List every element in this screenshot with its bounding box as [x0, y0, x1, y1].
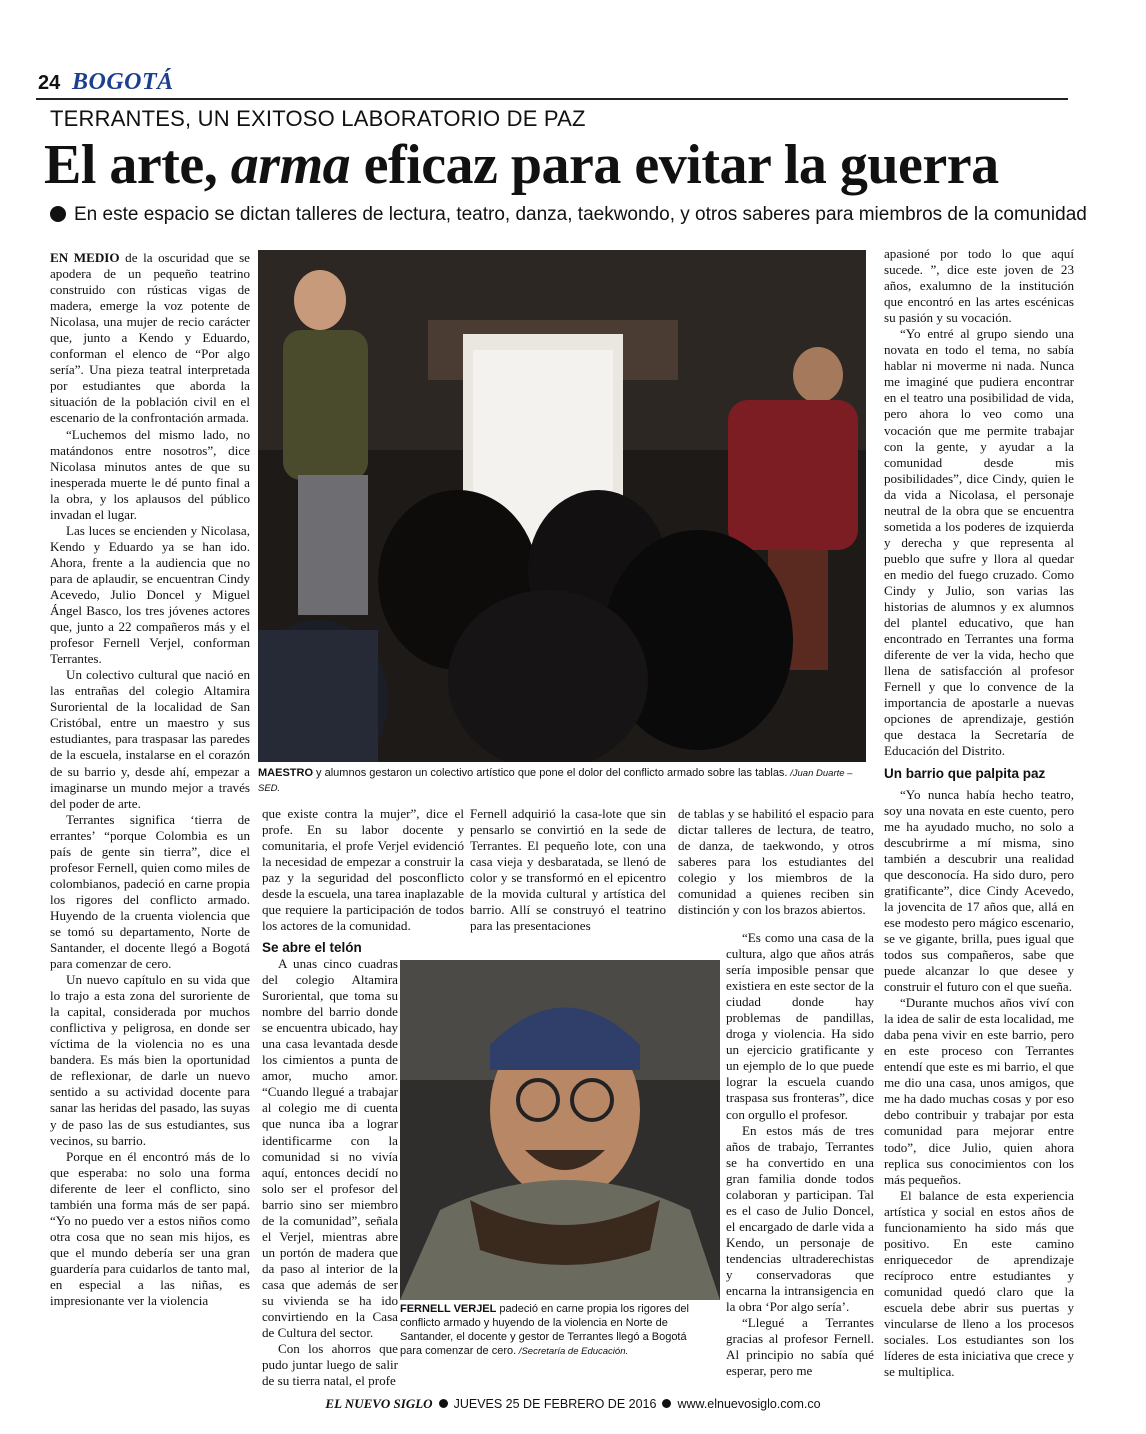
- column-2-top: [262, 806, 464, 956]
- paragraph: En estos más de tres años de trabajo, Terrantes se ha convertido en una gran familia donde todos colaboran y participan. Tal es el caso de Julio Doncel, el encargado de darle vida a Kendo, un personaje de tendencias ultraderechistas y conservadoras que encarna la intransigencia en la obra ‘Por algo sería’.: [726, 1122, 874, 1315]
- caption-text: y alumnos gestaron un colectivo artístico que pone el dolor del conflicto armado sobre las tablas.: [313, 767, 788, 779]
- lead-text: de la oscuridad que se apodera de un pequeño teatrino construido con rústicas vigas de madera, emerge la voz potente de Nicolasa, una mujer de recio carácter que, junto a Kendo y Eduardo, conforman el elenco de “Por algo sería”. Una pieza teatral interpretada por estudiantes que aborda la situación de la población civil en el escenario de la confrontación armada.: [50, 250, 250, 426]
- paragraph: Las luces se encienden y Nicolasa, Kendo y Eduardo ya se han ido. Ahora, frente a la audiencia que no para de aplaudir, se encuentran Cindy Acevedo, Julio Doncel y Miguel Ángel Basco, los tres jóvenes actores que, junto a 22 compañeros más y el profesor Fernell Verjel, conforman Terrantes.: [50, 522, 250, 667]
- column-3-top: [470, 806, 666, 956]
- bullet-dot-icon: [50, 206, 66, 222]
- headline-emphasis: arma: [230, 134, 351, 196]
- paragraph: El balance de esta experiencia artística y social en estos años de funcionamiento ha sido más que positivo. En este camino enriquecedor de aprendizaje recíproco entre estudiantes y comunidad quedó claro que la escuela debe abrir sus puertas y vincularse de lleno a los procesos sociales. Los estudiantes son los líderes de esta iniciativa que crece y se multiplica.: [884, 1187, 1074, 1380]
- column-2-bottom: [262, 956, 398, 1389]
- caption-lead: MAESTRO: [258, 767, 313, 779]
- paragraph: Un nuevo capítulo en su vida que lo trajo a esta zona del suroriente de la capital, considerada por muchos conflictiva y peligrosa, en donde ser víctima de la violencia no es una bandera. Es más bien la oportunidad de reflexionar, de darle un nuevo sentido a su actividad docente para sanar las heridas del pasado, las suyas y de paso las de sus estudiantes, sus vecinos, su barrio.: [50, 972, 250, 1148]
- paragraph: “Llegué a Terrantes gracias al profesor Fernell. Al principio no sabía qué esperar, pero me: [726, 1315, 874, 1379]
- column-1: [50, 250, 250, 1370]
- footer: [0, 1396, 1146, 1412]
- portrait-caption: [400, 1302, 690, 1359]
- lead-paragraph: [50, 250, 250, 427]
- paragraph: Porque en él encontró más de lo que esperaba: no solo una forma diferente de leer el conflicto, sino también una forma más de ser papá. “Yo no puedo ver a estos niños como otra cosa que no sean mis hijos, es que el mundo debería ser una gran guardería para cuidarlos de tanto mal, en especial a las niñas, es impresionante ver la violencia: [50, 1148, 250, 1309]
- main-photo-caption: [258, 766, 870, 796]
- bullet-dot-icon: [439, 1399, 448, 1408]
- paragraph: “Yo nunca había hecho teatro, soy una novata en este cuento, pero me ha ayudado mucho, no solo a descubrirme a mí misma, sino también a descubrir una realidad que desconocía. Ha sido duro, pero gratificante”, dice Cindy Acevedo, la jovencita de 17 años que, allá en ese modesto pero mágico escenario, se ve gigante, brilla, pues igual que todos sus compañeros, sabe que puede alcanzar lo que desee y construir el futuro con el que sueña.: [884, 786, 1074, 995]
- column-4-top: [678, 806, 874, 926]
- paragraph: Un colectivo cultural que nació en las entrañas del colegio Altamira Suroriental de la localidad de San Cristóbal, entre un maestro y sus estudiantes, para traspasar las paredes de la escuela, instalarse en el corazón de su barrio y, desde ahí, empezar a imaginarse un mundo mejor a través del poder de arte.: [50, 667, 250, 811]
- paragraph: Fernell adquirió la casa-lote que sin pensarlo se convirtió en la sede de Terrantes. El pequeño lote, con una casa vieja y desbaratada, se llenó de color y se transformó en el epicentro de la movida cultural y artística del barrio. Allí se construyó el teatrino para las presentaciones: [470, 806, 666, 934]
- subtitle-se-abre-el-telon: Se abre el telón: [262, 940, 362, 956]
- theater-scene-image: [258, 250, 866, 762]
- paragraph: “Luchemos del mismo lado, no matándonos entre nosotros”, dice Nicolasa minutos antes de que su inesperada muerte le dé punto final a la obra, y los aplausos del público invadan el lugar.: [50, 426, 250, 522]
- caption-text: padeció en carne propia los rigores del conflicto armado y huyendo de la violencia en Norte de Santander, el docente y gestor de Terrantes llegó a Bogotá para comenzar de cero.: [400, 1303, 689, 1357]
- paragraph: “Yo entré al grupo siendo una novata en todo el tema, no sabía hablar ni moverme ni nada. Nunca me imaginé que pudiera encontrar en el teatro una posibilidad de vida, pero ahora lo veo como una vocación que me permite trabajar con la gente, y ayudar a la comunidad desde mis posibilidades”, dice Cindy, quien le da vida a Nicolasa, el personaje neutral de la obra que se encuentra sometida a los poderes de izquierda y derecha y que representa al pueblo que sufre y llora al quedar en medio del fuego cruzado. Como Cindy y Julio, son varias las historias de alumnos y ex alumnos del plantel educativo, que han encontrado en Terrantes una forma diferente de ver la vida, hecho que llena de satisfacción al profesor Fernell y que lo convence de la importancia de apostarle a nuevas opciones de aprendizaje, gestión que destaca la Secretaría de Educación del Distrito.: [884, 326, 1074, 759]
- subhead: [50, 204, 1087, 226]
- newspaper-logo: EL NUEVO SIGLO: [325, 1396, 433, 1411]
- headline-part-2: eficaz para evitar la guerra: [350, 134, 999, 196]
- paragraph: A unas cinco cuadras del colegio Altamira Suroriental, que toma su nombre del barrio donde se encuentra ubicado, hay una casa levantada desde los cimientos a punta de amor, mucho amor. “Cuando llegué a trabajar al colegio me di cuenta que nunca iba a lograr identificarme con la comunidad si no vivía aquí, entonces decidí no solo ser el profesor del barrio sino ser miembro de la comunidad”, señala el Verjel, mientras abre un portón de madera que da paso al interior de la casa que además de ser su vivienda se ha ido convirtiendo en la Casa de Cultura del sector.: [262, 956, 398, 1341]
- lead-caps: EN MEDIO: [50, 250, 120, 265]
- headline: [44, 133, 999, 197]
- photo-credit: /Juan Duarte – SED.: [258, 768, 853, 794]
- paragraph: que existe contra la mujer”, dice el profe. En su labor docente y comunitaria, el profe Verjel evidenció la necesidad de empezar a construir la paz y la seguridad del posconflicto desde la escuela, una tarea inaplazable que requiere la participación de todos los actores de la comunidad.: [262, 806, 464, 934]
- teacher-portrait-image: [400, 960, 720, 1300]
- issue-date: JUEVES 25 DE FEBRERO DE 2016: [453, 1397, 657, 1411]
- subhead-text: En este espacio se dictan talleres de lectura, teatro, danza, taekwondo, y otros saberes para miembros de la comunidad: [74, 204, 1087, 225]
- paragraph: apasioné por todo lo que aquí sucede. ”, dice este joven de 23 años, exalumno de la institución que encontró en las artes escénicas su pasión y su vocación.: [884, 246, 1074, 326]
- paragraph: “Es como una casa de la cultura, algo que años atrás sería imposible pensar que existiera en este sector de la ciudad donde hay problemas de pandillas, droga y violencia. Ha sido un ejercicio gratificante y un ejemplo de lo que puede lograr la escuela cuando traspasa sus fronteras”, dice con orgullo el profesor.: [726, 930, 874, 1122]
- paragraph: de tablas y se habilitó el espacio para dictar talleres de lectura, de teatro, de danza, de taekwondo, y otros saberes para los estudiantes del colegio y los miembros de la comunidad a quienes reciben sin distinción y con los brazos abiertos.: [678, 806, 874, 918]
- page-number: 24: [38, 72, 61, 94]
- subtitle-un-barrio-que-palpita-paz: Un barrio que palpita paz: [884, 765, 1046, 781]
- headline-part-1: El arte,: [44, 134, 231, 196]
- caption-lead: FERNELL VERJEL: [400, 1303, 497, 1315]
- paragraph: Con los ahorros que pudo juntar luego de salir de su tierra natal, el profe: [262, 1341, 398, 1389]
- section-name: BOGOTÁ: [72, 69, 174, 95]
- column-4-bottom: [726, 930, 874, 1379]
- main-photo: [258, 250, 866, 762]
- paragraph: “Durante muchos años viví con la idea de salir de esta localidad, me daba pena vivir en este barrio, pero en este proceso con Terrantes entendí que este es mi barrio, el que me dio una casa, unos amigos, que me ha dado muchas cosas y por eso debo contribuir y trabajar por esta comunidad para mejorar entre todo”, dice Julio, quien ahora replica sus conocimientos con los más pequeños.: [884, 995, 1074, 1187]
- column-5: [884, 246, 1074, 1380]
- website-link[interactable]: www.elnuevosiglo.com.co: [677, 1397, 821, 1411]
- paragraph: Terrantes significa ‘tierra de errantes’ “porque Colombia es un país de gente sin tierra”, dice el profesor Fernell, quien como miles de colombianos, padeció en carne propia los rigores del conflicto armado. Huyendo de la cruenta violencia que se tomó su departamento, Norte de Santander, el docente llegó a Bogotá para comenzar de cero.: [50, 811, 250, 972]
- photo-credit: /Secretaría de Educación.: [516, 1346, 629, 1357]
- kicker: TERRANTES, UN EXITOSO LABORATORIO DE PAZ: [50, 106, 586, 131]
- portrait-photo: [400, 960, 720, 1300]
- header-rule: [36, 98, 1068, 100]
- bullet-dot-icon: [662, 1399, 671, 1408]
